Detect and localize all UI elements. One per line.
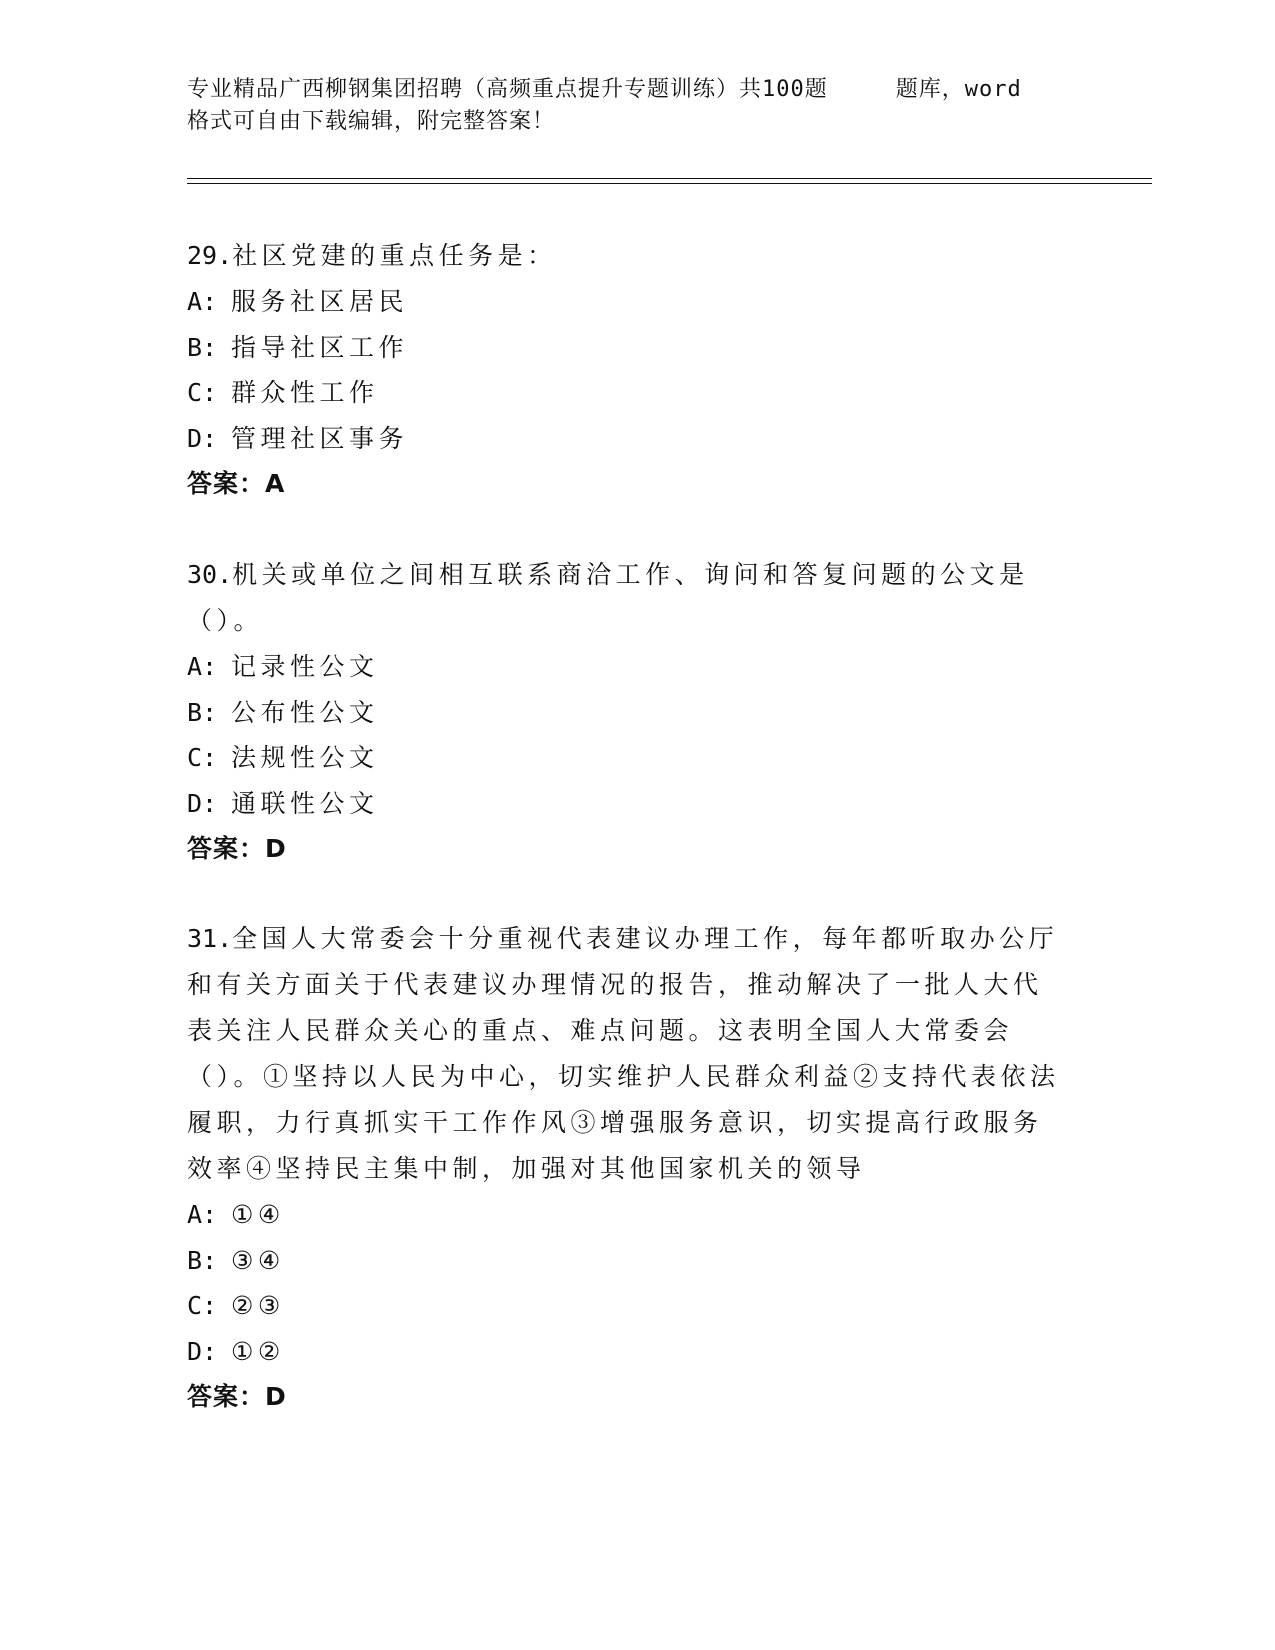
- header-title-tail: 题库，word: [895, 77, 1022, 102]
- question-30: [187, 552, 1067, 872]
- option-text: 群众性工作: [231, 378, 379, 407]
- header-line-1: [187, 74, 1087, 106]
- option-text: 记录性公文: [231, 652, 379, 681]
- option-letter: B:: [187, 697, 218, 727]
- question-stem: [187, 552, 1067, 644]
- question-text: 全国人大常委会十分重视代表建议办理工作，每年都听取办公厅和有关方面关于代表建议办理情况的报告，推动解决了一批人大代表关注人民群众关心的重点、难点问题。这表明全国人大常委会（）。①坚持以人民为中心，切实维护人民群众利益②支持代表依法履职，力行真抓实干工作作风③增强服务意识，切实提高行政服务效率④坚持民主集中制，加强对其他国家机关的领导: [187, 924, 1060, 1183]
- option-text: 通联性公文: [231, 788, 379, 818]
- option-a: [187, 1192, 1067, 1238]
- option-text: ①④: [231, 1200, 285, 1229]
- question-number: 30.: [187, 560, 233, 589]
- option-letter: D:: [187, 423, 218, 453]
- option-d: [187, 1329, 1067, 1375]
- header-divider-top: [187, 178, 1152, 179]
- question-stem: [187, 233, 1067, 279]
- option-b: [187, 1238, 1067, 1284]
- option-letter: A:: [187, 652, 218, 681]
- option-text: ③④: [231, 1245, 285, 1275]
- question-text: 机关或单位之间相互联系商洽工作、询问和答复问题的公文是（）。: [187, 560, 1029, 635]
- answer: 答案：D: [187, 834, 287, 863]
- question-text: 社区党建的重点任务是：: [232, 241, 557, 270]
- answer: 答案：A: [187, 469, 286, 498]
- option-text: 服务社区居民: [231, 287, 409, 316]
- option-b: [187, 690, 1067, 736]
- option-text: 指导社区工作: [231, 332, 409, 362]
- question-31: [187, 916, 1067, 1420]
- question-number: 31.: [187, 924, 233, 953]
- option-d: [187, 781, 1067, 827]
- option-letter: D:: [187, 1336, 218, 1366]
- option-letter: B:: [187, 1245, 218, 1275]
- option-d: [187, 416, 1067, 462]
- option-c: [187, 1283, 1067, 1329]
- question-stem: [187, 916, 1067, 1192]
- option-letter: D:: [187, 788, 218, 818]
- option-letter: C:: [187, 743, 218, 772]
- option-letter: A:: [187, 1200, 218, 1229]
- option-c: [187, 370, 1067, 416]
- option-text: ①②: [231, 1336, 285, 1366]
- option-letter: A:: [187, 287, 218, 316]
- option-text: 公布性公文: [231, 697, 379, 727]
- option-letter: C:: [187, 1291, 218, 1320]
- question-number: 29.: [187, 241, 233, 270]
- answer: 答案：D: [187, 1382, 287, 1411]
- page-header: [187, 74, 1087, 138]
- question-29: [187, 233, 1067, 507]
- header-title: 专业精品广西柳钢集团招聘（高频重点提升专题训练）共100题: [187, 77, 828, 102]
- option-letter: C:: [187, 378, 218, 407]
- header-divider-bottom: [187, 183, 1152, 184]
- option-text: 法规性公文: [231, 743, 379, 772]
- option-a: [187, 279, 1067, 325]
- option-a: [187, 644, 1067, 690]
- option-text: ②③: [231, 1291, 285, 1320]
- option-b: [187, 325, 1067, 371]
- option-letter: B:: [187, 332, 218, 362]
- option-c: [187, 735, 1067, 781]
- option-text: 管理社区事务: [231, 423, 409, 453]
- header-line-2: 格式可自由下载编辑，附完整答案！: [187, 109, 556, 134]
